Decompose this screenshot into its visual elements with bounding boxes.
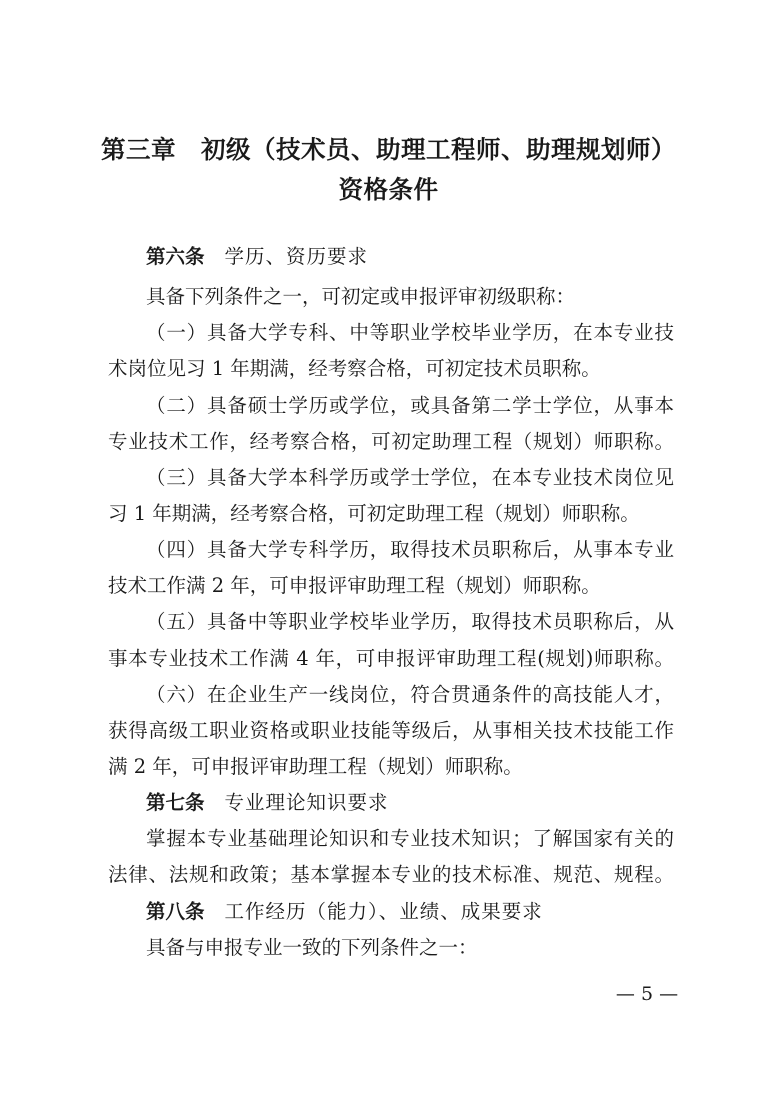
paragraph-line: 掌握本专业基础理论知识和专业技术知识；了解国家有关的 — [146, 827, 674, 850]
article-7-title: 专业理论知识要求 — [224, 791, 389, 814]
page-number: — 5 — — [615, 983, 679, 1005]
article-7-label: 第七条 — [146, 791, 205, 814]
paragraph-line: （二）具备硕士学历或学位，或具备第二学士学位，从事本 — [146, 394, 674, 417]
paragraph-line: 习 1 年期满，经考察合格，可初定助理工程（规划）师职称。 — [108, 502, 640, 525]
paragraph-line: 术岗位见习 1 年期满，经考察合格，可初定技术员职称。 — [108, 357, 601, 380]
paragraph-line: （一）具备大学专科、中等职业学校毕业学历，在本专业技 — [146, 321, 674, 344]
article-8-heading — [146, 899, 674, 925]
paragraph-line: 获得高级工职业资格或职业技能等级后，从事相关技术技能工作 — [108, 719, 674, 742]
paragraph-line: 专业技术工作，经考察合格，可初定助理工程（规划）师职称。 — [108, 430, 674, 453]
paragraph-line: 满 2 年，可申报评审助理工程（规划）师职称。 — [108, 755, 523, 778]
article-8-title: 工作经历（能力）、业绩、成果要求 — [224, 900, 543, 923]
article-6-label: 第六条 — [146, 245, 205, 268]
paragraph-line: （五）具备中等职业学校毕业学历，取得技术员职称后，从 — [146, 610, 674, 633]
paragraph-line: （四）具备大学专科学历，取得技术员职称后，从事本专业 — [146, 538, 674, 561]
paragraph-line: （三）具备大学本科学历或学士学位，在本专业技术岗位见 — [146, 466, 674, 489]
article-8-intro: 具备与申报专业一致的下列条件之一： — [146, 936, 478, 959]
chapter-subtitle: 资格条件 — [338, 175, 439, 204]
paragraph-line: （六）在企业生产一线岗位，符合贯通条件的高技能人才， — [146, 683, 674, 706]
article-6-heading — [146, 244, 674, 270]
article-8-label: 第八条 — [146, 900, 205, 923]
paragraph-line: 法律、法规和政策；基本掌握本专业的技术标准、规范、规程。 — [108, 863, 674, 886]
chapter-title: 第三章 初级（技术员、助理工程师、助理规划师） — [101, 135, 676, 164]
article-6-title: 学历、资历要求 — [224, 245, 369, 268]
paragraph-line: 事本专业技术工作满 4 年，可申报评审助理工程(规划)师职称。 — [108, 647, 674, 670]
paragraph-line: 技术工作满 2 年，可申报评审助理工程（规划）师职称。 — [108, 574, 601, 597]
article-6-intro: 具备下列条件之一，可初定或申报评审初级职称： — [146, 285, 576, 308]
article-7-heading — [146, 790, 674, 816]
